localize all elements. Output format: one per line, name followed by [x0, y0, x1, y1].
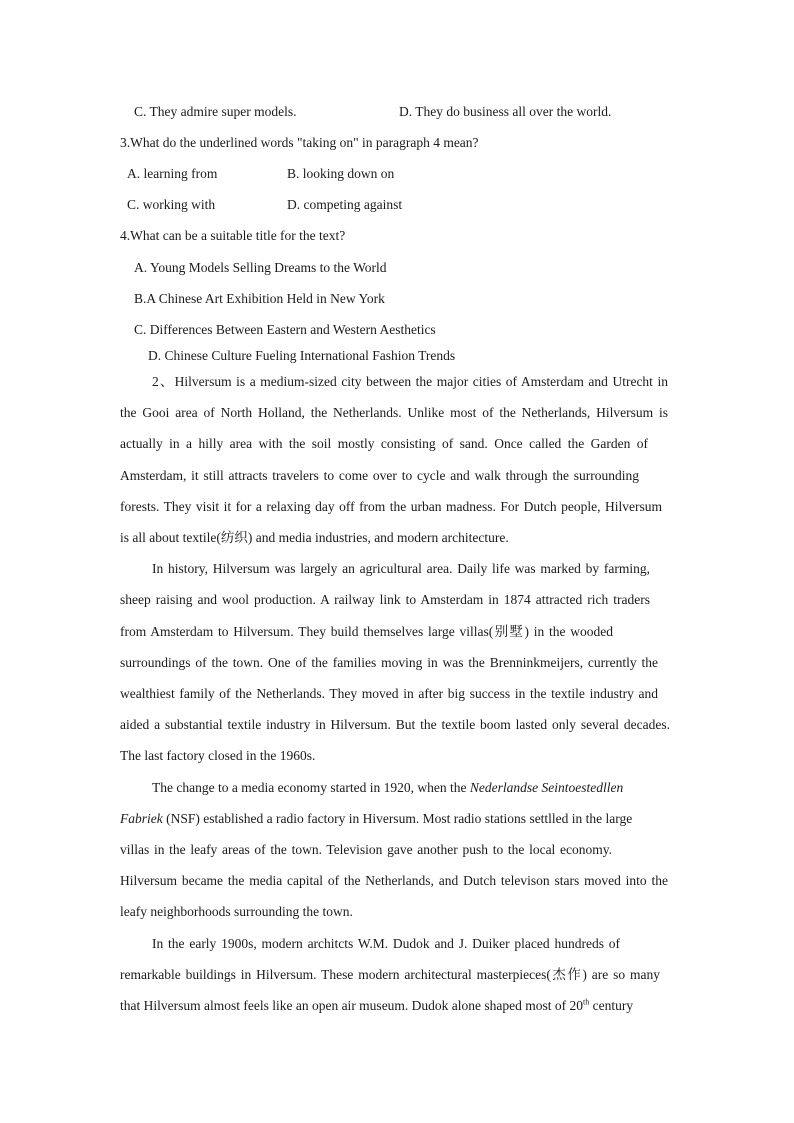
q3-option-c[interactable]: C. working with — [127, 197, 216, 212]
passage-p4-text: that Hilversum almost feels like an open air museum. Dudok alone shaped most of 20 — [120, 998, 584, 1013]
passage-p4-text: century — [589, 998, 634, 1013]
passage-p2-line: aided a substantial textile industry in Hilversum. But the textile boom lasted only several decades. — [120, 717, 670, 732]
passage-p3-italic-name: Nederlandse Seintoestedllen — [469, 780, 624, 795]
q3-option-d[interactable]: D. competing against — [287, 197, 403, 212]
passage-p1-line: 2、Hilversum is a medium-sized city between the major cities of Amsterdam and Utrecht in — [152, 374, 668, 389]
q2-option-c[interactable]: C. They admire super models. — [134, 104, 297, 119]
passage-p3-line — [152, 780, 641, 796]
passage-p3-line: leafy neighborhoods surrounding the town. — [120, 904, 353, 919]
passage-p1-line: is all about textile(纺织) and media industries, and modern architecture. — [120, 530, 509, 545]
q2-option-d[interactable]: D. They do business all over the world. — [399, 104, 612, 119]
passage-p2-line: In history, Hilversum was largely an agricultural area. Daily life was marked by farming, — [152, 561, 650, 576]
passage-p4-line — [120, 998, 655, 1014]
passage-p4-superscript: th — [583, 997, 590, 1007]
passage-p3-italic-name: Fabriek — [120, 811, 163, 826]
q3-question: 3.What do the underlined words "taking on" in paragraph 4 mean? — [120, 135, 479, 150]
passage-p3-line: villas in the leafy areas of the town. Television gave another push to the local economy. — [120, 842, 612, 857]
passage-p2-line: wealthiest family of the Netherlands. They moved in after big success in the textile industry and — [120, 686, 658, 701]
passage-p2-line: surroundings of the town. One of the families moving in was the Brenninkmeijers, currently the — [120, 655, 658, 670]
q4-option-d[interactable]: D. Chinese Culture Fueling International Fashion Trends — [148, 348, 456, 363]
passage-p2-line: sheep raising and wool production. A railway link to Amsterdam in 1874 attracted rich traders — [120, 592, 650, 607]
q4-option-b[interactable]: B.A Chinese Art Exhibition Held in New York — [134, 291, 385, 306]
q3-option-a[interactable]: A. learning from — [127, 166, 218, 181]
q3-option-b[interactable]: B. looking down on — [287, 166, 395, 181]
passage-p1-line: forests. They visit it for a relaxing day off from the urban madness. For Dutch people, Hilversum — [120, 499, 662, 514]
passage-p3-text: The change to a media economy started in 1920, when the — [152, 780, 470, 795]
passage-p4-line: In the early 1900s, modern architcts W.M. Dudok and J. Duiker placed hundreds of — [152, 936, 620, 951]
passage-p1-line: the Gooi area of North Holland, the Netherlands. Unlike most of the Netherlands, Hilversum is — [120, 405, 668, 420]
passage-p3-text: (NSF) established a radio factory in Hiversum. Most radio stations settlled in the large — [162, 811, 633, 826]
passage-p3-line: Hilversum became the media capital of the Netherlands, and Dutch televison stars moved into the — [120, 873, 668, 888]
passage-p1-line: Amsterdam, it still attracts travelers to come over to cycle and walk through the surrounding — [120, 468, 639, 483]
passage-p2-line: from Amsterdam to Hilversum. They build themselves large villas(别墅) in the wooded — [120, 624, 613, 639]
passage-p3-line — [120, 811, 652, 827]
passage-p4-line: remarkable buildings in Hilversum. These modern architectural masterpieces(杰作) are so many — [120, 967, 660, 982]
passage-p1-line: actually in a hilly area with the soil mostly consisting of sand. Once called the Garden of — [120, 436, 648, 451]
q4-option-c[interactable]: C. Differences Between Eastern and Western Aesthetics — [134, 322, 436, 337]
q4-option-a[interactable]: A. Young Models Selling Dreams to the World — [134, 260, 387, 275]
q4-question: 4.What can be a suitable title for the text? — [120, 228, 346, 243]
passage-p2-line: The last factory closed in the 1960s. — [120, 748, 316, 763]
